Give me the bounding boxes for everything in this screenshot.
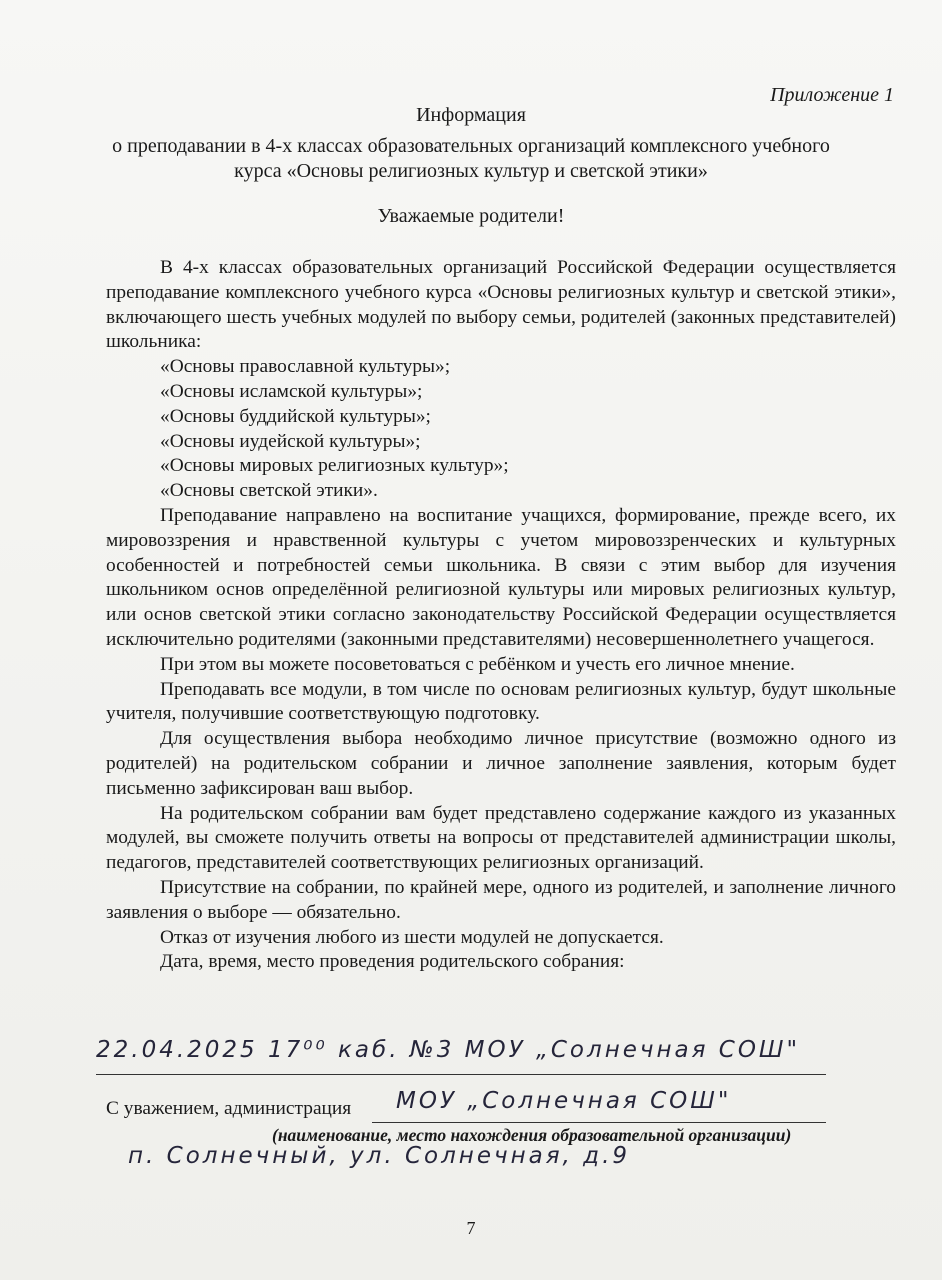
body-paragraph: На родительском собрании вам будет представлено содержание каждого из указанных модулей, вы сможете получить ответы на вопросы от представителей администрации школы, педагогов, представителей соответствующих религиозных организаций. — [106, 802, 896, 874]
page-number: 7 — [466, 1218, 476, 1238]
regards-label: С уважением, администрация — [106, 1098, 352, 1119]
module-item: «Основы буддийской культуры»; — [160, 405, 431, 427]
module-item: «Основы мировых религиозных культур»; — [160, 455, 509, 477]
greeting: Уважаемые родители! — [377, 205, 565, 227]
body-paragraph: Отказ от изучения любого из шести модулей не допускается. — [160, 926, 664, 948]
body-paragraph: Преподавание направлено на воспитание учащихся, формирование, прежде всего, их мировоззрения и нравственной культуры с учетом мировоззренческих и культурных особенностей и потребностей семьи школьника. В связи с этим выбор для изучения школьником основ определённой религиозной культуры или мировых религиозных культур, или основ светской этики согласно законодательству Российской Федерации осуществляется исключительно родителями (законными представителями) несовершеннолетнего учащегося. — [106, 504, 896, 650]
body-paragraph: Присутствие на собрании, по крайней мере, одного из родителей, и заполнение личного заявления о выборе — обязательно. — [106, 876, 896, 923]
intro-paragraph: В 4-х классах образовательных организаций Российской Федерации осуществляется преподавание комплексного учебного курса «Основы религиозных культур и светской этики», включающего шесть учебных модулей по выбору семьи, родителей (законных представителей) школьника: — [106, 257, 896, 353]
module-item: «Основы исламской культуры»; — [160, 380, 423, 402]
handwritten-meeting-details: 22.04.2025 17⁰⁰ каб. №3 МОУ „Солнечная СОШ" — [96, 1037, 801, 1063]
body-paragraph: Для осуществления выбора необходимо личное присутствие (возможно одного из родителей) на родительском собрании и личное заполнение заявления, которым будет письменно зафиксирован ваш выбор. — [106, 728, 896, 799]
document-body — [106, 256, 896, 975]
module-item: «Основы православной культуры»; — [160, 356, 451, 378]
document-subtitle-line2: курса «Основы религиозных культур и светской этики» — [234, 160, 708, 182]
module-item: «Основы светской этики». — [160, 480, 378, 502]
appendix-label: Приложение 1 — [770, 84, 894, 106]
meeting-details-label: Дата, время, место проведения родительского собрания: — [160, 951, 625, 973]
organization-caption: (наименование, место нахождения образовательной организации) — [272, 1125, 792, 1145]
document-subtitle-line1: о преподавании в 4-х классах образовательных организаций комплексного учебного — [112, 135, 830, 157]
body-paragraph: При этом вы можете посоветоваться с ребёнком и учесть его личное мнение. — [160, 653, 795, 675]
module-list — [106, 355, 896, 504]
handwritten-address: п. Солнечный, ул. Солнечная, д.9 — [128, 1143, 631, 1169]
body-paragraph: Преподавать все модули, в том числе по основам религиозных культур, будут школьные учителя, получившие соответствующую подготовку. — [106, 678, 896, 725]
document-title: Информация — [416, 104, 526, 126]
handwritten-school-name: МОУ „Солнечная СОШ" — [396, 1088, 732, 1114]
module-item: «Основы иудейской культуры»; — [160, 430, 421, 452]
